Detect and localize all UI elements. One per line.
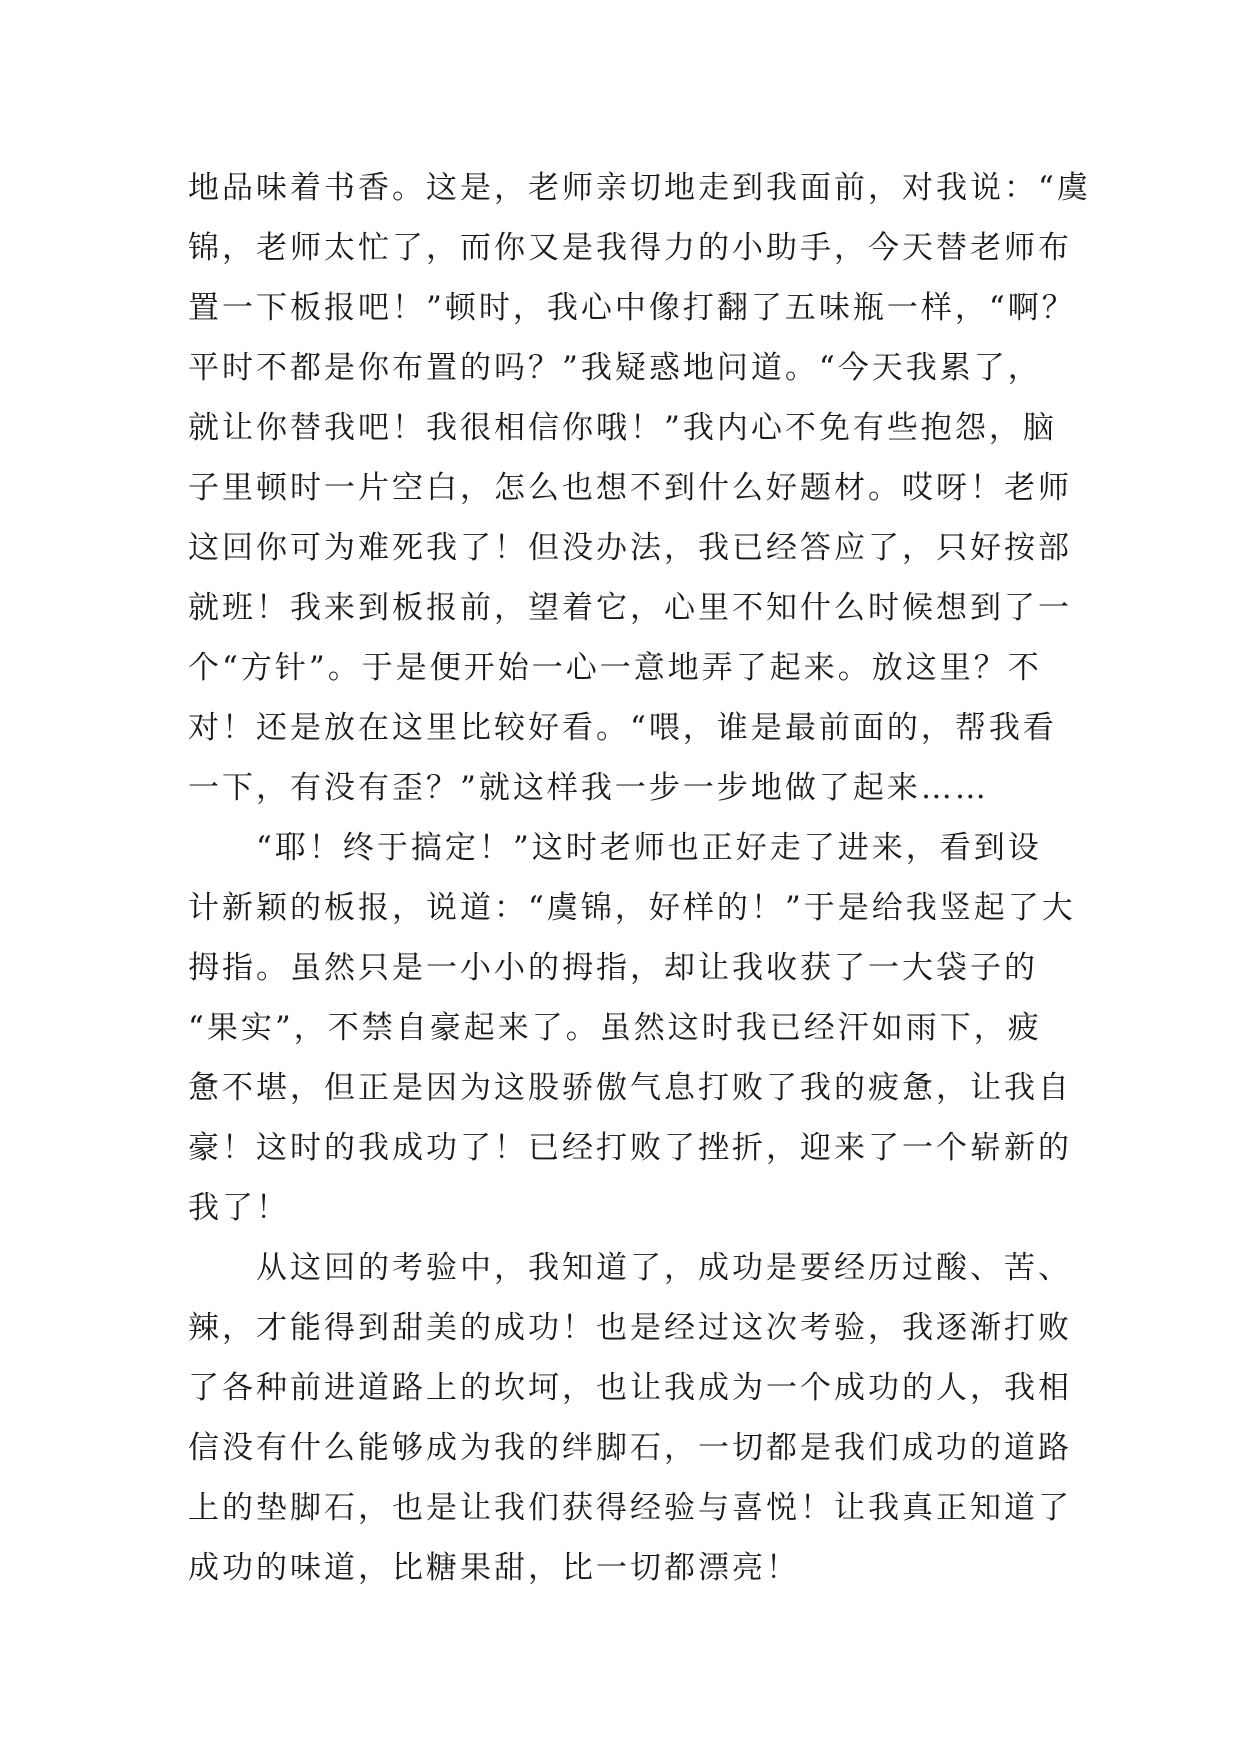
paragraph-3 <box>188 1238 1072 1598</box>
text-line: 拇指。虽然只是一小小的拇指，却让我收获了一大袋子的 <box>188 950 1038 986</box>
text-line-first: 从这回的考验中，我知道了，成功是要经历过酸、苦、 <box>256 1250 1072 1286</box>
paragraph-2 <box>188 818 1076 1238</box>
text-line: 就班！我来到板报前，望着它，心里不知什么时候想到了一 <box>188 590 1072 626</box>
text-line: 成功的味道，比糖果甜，比一切都漂亮！ <box>188 1550 800 1586</box>
text-line: 平时不都是你布置的吗？”我疑惑地问道。“今天我累了， <box>188 350 1042 386</box>
text-line: 这回你可为难死我了！但没办法，我已经答应了，只好按部 <box>188 530 1072 566</box>
text-line: 个“方针”。于是便开始一心一意地弄了起来。放这里？不 <box>188 650 1042 686</box>
paragraph-1 <box>188 158 1091 818</box>
text-line: 了各种前进道路上的坎坷，也让我成为一个成功的人，我相 <box>188 1370 1072 1406</box>
text-line: 辣，才能得到甜美的成功！也是经过这次考验，我逐渐打败 <box>188 1310 1072 1346</box>
text-line: 我了！ <box>188 1190 290 1226</box>
text-line: 就让你替我吧！我很相信你哦！”我内心不免有些抱怨，脑 <box>188 410 1057 446</box>
text-line: 子里顿时一片空白，怎么也想不到什么好题材。哎呀！老师 <box>188 470 1072 506</box>
text-line: 锦，老师太忙了，而你又是我得力的小助手，今天替老师布 <box>188 230 1072 266</box>
text-line: 豪！这时的我成功了！已经打败了挫折，迎来了一个崭新的 <box>188 1130 1072 1166</box>
text-line: 上的垫脚石，也是让我们获得经验与喜悦！让我真正知道了 <box>188 1490 1072 1526</box>
text-line: 信没有什么能够成为我的绊脚石，一切都是我们成功的道路 <box>188 1430 1072 1466</box>
text-line: 对！还是放在这里比较好看。“喂，谁是最前面的，帮我看 <box>188 710 1057 746</box>
text-line: 地品味着书香。这是，老师亲切地走到我面前，对我说：“虞 <box>188 170 1091 206</box>
text-line: 置一下板报吧！”顿时，我心中像打翻了五味瓶一样，“啊？ <box>188 290 1076 326</box>
text-line: 计新颖的板报，说道：“虞锦，好样的！”于是给我竖起了大 <box>188 890 1076 926</box>
text-line: “果实”，不禁自豪起来了。虽然这时我已经汗如雨下，疲 <box>188 1010 1042 1046</box>
text-line-first: “耶！终于搞定！”这时老师也正好走了进来，看到设 <box>256 830 1042 866</box>
text-line: 惫不堪，但正是因为这股骄傲气息打败了我的疲惫，让我自 <box>188 1070 1072 1106</box>
essay-body <box>188 158 1091 1598</box>
text-line: 一下，有没有歪？”就这样我一步一步地做了起来…… <box>188 770 989 806</box>
